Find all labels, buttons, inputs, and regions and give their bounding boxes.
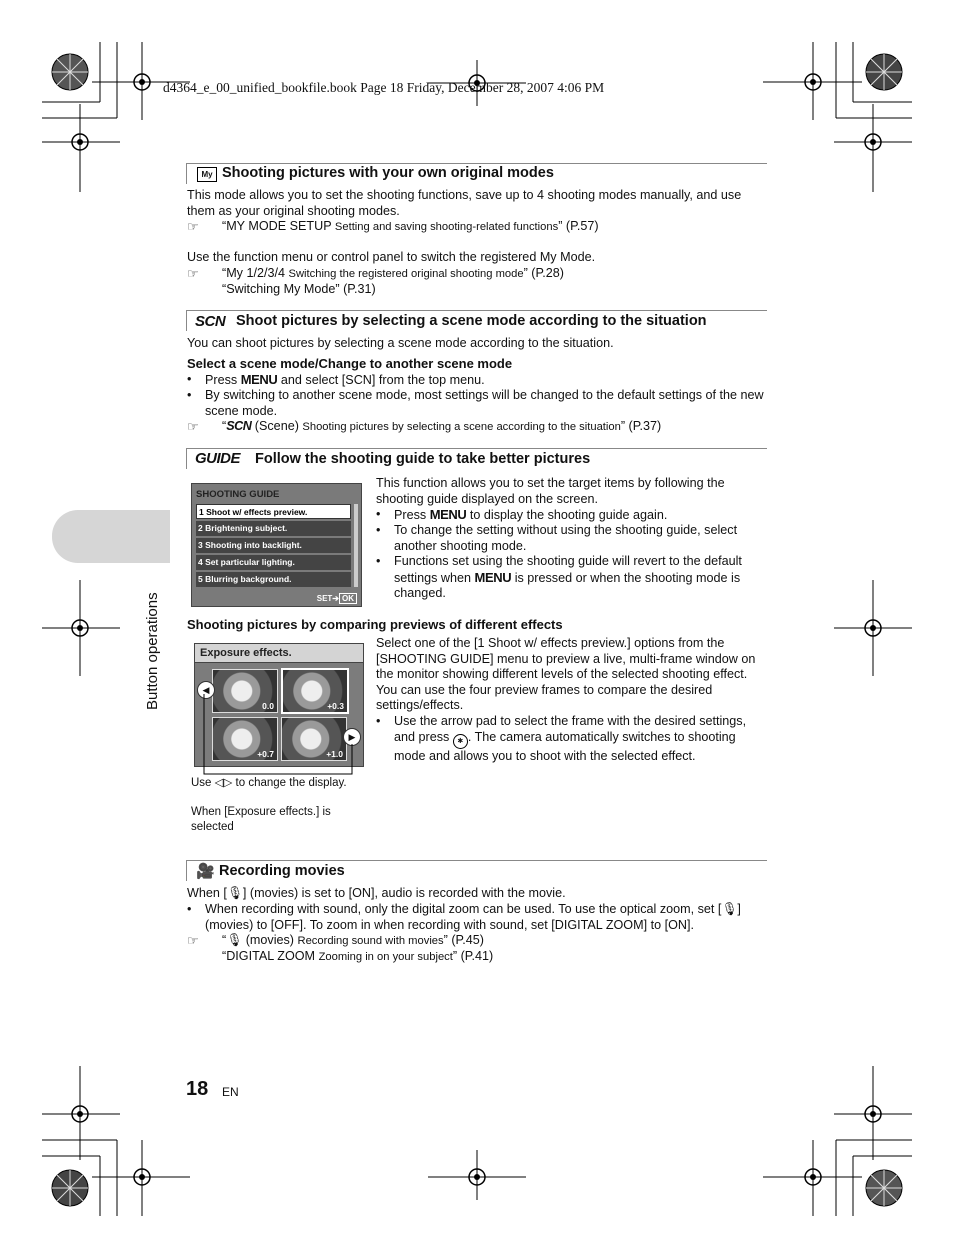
menu-button-label: MENU bbox=[429, 507, 467, 522]
caption bbox=[191, 776, 347, 792]
side-tab-label: Button operations bbox=[144, 592, 161, 710]
section-title: Follow the shooting guide to take better pictures bbox=[255, 451, 591, 467]
ref-desc: Setting and saving shooting-related functions bbox=[334, 221, 559, 233]
ref-text: (Scene) bbox=[251, 419, 303, 433]
text: Press bbox=[205, 373, 241, 387]
reference bbox=[187, 266, 767, 296]
page-number: 18 bbox=[186, 1078, 209, 1100]
callout-lines bbox=[190, 690, 370, 780]
text: is pressed or when the shooting mode is changed. bbox=[394, 570, 741, 601]
paragraph: Select one of the [1 Shoot w/ effects preview.] options from the [SHOOTING GUIDE] menu to preview a live, multi-frame window on the monitor showing different levels of the selected shooting effect. You can use the four preview frames to compare the desired settings/effects. bbox=[376, 636, 756, 713]
paragraph: This mode allows you to set the shooting functions, save up to 4 shooting modes manually, and use them as your original shooting modes. bbox=[187, 188, 742, 218]
ref-desc: Zooming in on your subject bbox=[318, 950, 453, 963]
ref-page: ” (P.37) bbox=[620, 419, 662, 433]
text: ] (movies) is set to [ON], audio is recorded with the movie. bbox=[242, 886, 566, 900]
frame-value: 0.0 bbox=[262, 701, 274, 711]
my-mode-icon: My bbox=[197, 167, 217, 182]
text: to display the shooting guide again. bbox=[466, 508, 668, 522]
text: By switching to another scene mode, most settings will be changed to the default settings of the new scene mode. bbox=[205, 388, 764, 418]
section-header-scene bbox=[186, 310, 767, 331]
microphone-icon: 🎙 bbox=[226, 933, 243, 947]
reference-icon: ☞ bbox=[187, 933, 199, 948]
text: Use the arrow pad to select the frame with the desired settings, and press bbox=[394, 714, 747, 744]
ref-page: ” (P.28) bbox=[523, 266, 564, 280]
menu-button-label: MENU bbox=[474, 569, 512, 585]
section-title: Shoot pictures by selecting a scene mode according to the situation bbox=[236, 313, 707, 329]
microphone-icon: 🎙 bbox=[226, 886, 243, 900]
text: and select [SCN] from the top menu. bbox=[277, 373, 485, 387]
subheading: Select a scene mode/Change to another scene mode bbox=[187, 356, 513, 371]
section-header-my-mode bbox=[186, 163, 767, 184]
ref-page: ” (P.45) bbox=[443, 933, 484, 947]
arrow-icon: ➔ bbox=[332, 594, 339, 603]
section-title: Shooting pictures with your own original modes bbox=[222, 165, 554, 181]
ref-desc: Recording sound with movies bbox=[297, 935, 444, 947]
guide-menu-item: 3 Shooting into backlight. bbox=[196, 538, 351, 553]
ref-text: “ bbox=[222, 933, 227, 947]
left-right-arrows-icon: ◁▷ bbox=[214, 777, 233, 789]
scn-icon: SCN bbox=[226, 419, 252, 433]
reference-icon: ☞ bbox=[187, 419, 199, 434]
text: Press bbox=[394, 508, 430, 522]
caption-text: to change the display. bbox=[232, 777, 347, 789]
set-label: SET bbox=[316, 594, 333, 603]
shooting-guide-screen bbox=[191, 483, 362, 607]
subheading: Shooting pictures by comparing previews of different effects bbox=[187, 617, 563, 632]
guide-menu-item: 5 Blurring background. bbox=[196, 572, 351, 587]
text: To change the setting without using the shooting guide, select another shooting mode. bbox=[394, 523, 738, 553]
caption: When [Exposure effects.] is selected bbox=[191, 806, 331, 833]
text: When recording with sound, only the digital zoom can be used. To use the optical zoom, set [ bbox=[205, 902, 722, 916]
section-header-guide bbox=[186, 448, 767, 469]
page-language: EN bbox=[222, 1085, 239, 1099]
ref-desc: Switching the registered original shooting mode bbox=[288, 268, 524, 280]
ref-text: “Switching My Mode” (P.31) bbox=[222, 281, 376, 296]
microphone-icon: 🎙 bbox=[721, 902, 738, 916]
reference bbox=[187, 419, 767, 436]
reference-icon: ☞ bbox=[187, 219, 199, 234]
frame-value: +0.7 bbox=[257, 749, 274, 759]
frame-value: +1.0 bbox=[326, 749, 343, 759]
ref-page: ” (P.41) bbox=[452, 948, 494, 963]
ref-text: “DIGITAL ZOOM bbox=[222, 948, 319, 963]
paragraph: You can shoot pictures by selecting a scene mode according to the situation. bbox=[187, 336, 614, 350]
ref-text: “MY MODE SETUP bbox=[222, 219, 335, 233]
frame-value: +0.3 bbox=[327, 701, 344, 711]
text: ] (movies) to [OFF]. To zoom in when recording with sound, set [DIGITAL ZOOM] to [ON]. bbox=[205, 902, 741, 932]
ref-page: ” (P.57) bbox=[558, 219, 599, 233]
ok-label: OK bbox=[339, 593, 357, 604]
ref-text: “ bbox=[222, 419, 227, 433]
left-arrow-icon: ◀ bbox=[197, 681, 215, 699]
text: When [ bbox=[187, 886, 227, 900]
ref-text: (movies) bbox=[242, 933, 298, 947]
ok-button-icon: ✱ bbox=[453, 734, 468, 749]
screen-title: Exposure effects. bbox=[200, 647, 292, 659]
scn-icon: SCN bbox=[195, 313, 226, 330]
reference bbox=[187, 219, 767, 236]
set-ok-hint bbox=[317, 594, 357, 603]
guide-menu-item: 2 Brightening subject. bbox=[196, 521, 351, 536]
reference-icon: ☞ bbox=[187, 266, 199, 281]
text: Functions set using the shooting guide will revert to the default settings when bbox=[394, 554, 742, 585]
text: . The camera automatically switches to shooting mode and allows you to shoot with the selected effect. bbox=[394, 729, 736, 763]
chapter-tab bbox=[52, 510, 170, 563]
reference bbox=[187, 933, 767, 963]
screen-title: SHOOTING GUIDE bbox=[196, 489, 280, 500]
scrollbar bbox=[354, 504, 358, 587]
caption-text: Use bbox=[191, 777, 215, 789]
movie-icon: 🎥 bbox=[196, 863, 215, 880]
section-title: Recording movies bbox=[219, 863, 345, 879]
paragraph: Use the function menu or control panel to switch the registered My Mode. bbox=[187, 250, 596, 264]
section-header-movies bbox=[186, 860, 767, 881]
guide-menu-item: 4 Set particular lighting. bbox=[196, 555, 351, 570]
file-header: d4364_e_00_unified_bookfile.book Page 18 Friday, December 28, 2007 4:06 PM bbox=[163, 80, 605, 95]
ref-text: “My 1/2/3/4 bbox=[222, 266, 289, 280]
ref-desc: Shooting pictures by selecting a scene according to the situation bbox=[302, 421, 621, 433]
guide-icon: GUIDE bbox=[195, 450, 241, 467]
right-arrow-icon: ▶ bbox=[343, 728, 361, 746]
paragraph: This function allows you to set the target items by following the shooting guide displayed on the screen. bbox=[376, 476, 725, 506]
guide-menu-item: 1 Shoot w/ effects preview. bbox=[196, 504, 351, 519]
menu-button-label: MENU bbox=[240, 372, 278, 387]
paragraph bbox=[187, 886, 767, 902]
